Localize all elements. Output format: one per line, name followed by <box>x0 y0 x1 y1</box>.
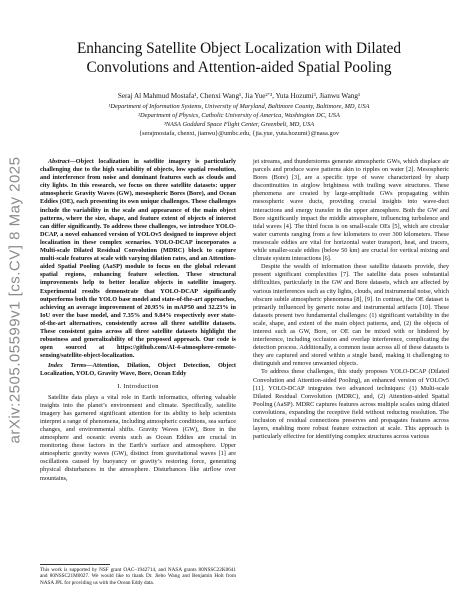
arxiv-side-stamp <box>4 150 26 450</box>
intro-paragraph-3: Despite the wealth of information these satellite datasets provide, they present significant complexities [7]. The satellite data poses substantial difficulties, particularly in the GW and Bore datasets, which are affected by various interferences such as city lights, clouds, and instrumental noise, which obscure subtle atmospheric phenomena [8], [9]. In contrast, the OE dataset is primarily influenced by generic noise and instrumental artifacts [10]. These datasets present two fundamental challenges: (1) significant variability in the scale, shape, and extent of the main object patterns, and, (2) the objects of interest such as GW, Bore, or OE can be mixed with or hindered by interference, including occlusion and overlap interference, complicating the detection process. Additionally, a common issue across all of these datasets is they are captured and stored within a single band, making it challenging to distinguish and remove unwanted objects. <box>253 263 449 368</box>
affiliation-2: ²Department of Physics, Catholic University of America, Washington DC, USA <box>138 112 340 119</box>
intro-paragraph-2: jet streams, and thunderstorms generate atmospheric GWs, which displace air parcels and produce wave patterns akin to ripples on water [2]. Mesospheric Bores (Bore) [3], are a specific type of wave characterized by sharp discontinuities in airglow brightness with trailing wave structures. These phenomena are created by large-amplitude GWs propagating within mesospheric wave ducts, providing crucial insights into wave-duct interactions and energy transfer in the upper atmosphere. Both the GW and Bore significantly impact the middle atmosphere, influencing turbulence and tidal waves [4]. The third focus is on small-scale OEs [5], which are circular water currents ranging from a few kilometers to over 300 kilometers. These mesoscale eddies are vital for horizontal water transport, heat, and tracers, while smaller-scale eddies (below 50 km) are crucial for vertical mixing and climate system interactions [6]. <box>253 158 449 263</box>
index-terms-label: Index Terms <box>48 362 87 370</box>
funding-footnote: This work is supported by NSF grant OAC–1942714, and NASA grants 80NSSC22K0641 and 80NSSC21M0027. We would like to thank Dr. Jiebo Wang and Benjamin Holt from NASA JPL for providing us with the Ocean Eddy data. <box>40 567 236 586</box>
section-heading-introduction: I. Introduction <box>117 382 159 390</box>
footnote-divider <box>40 564 110 565</box>
left-column <box>40 158 236 483</box>
arxiv-identifier: arXiv:2505.05599v1 [cs.CV] 8 May 2025 <box>6 156 24 444</box>
author-emails: {serajmostafa, chenxi, jianwu}@umbc.edu, {jia.yue, yuta.hozumi}@nasa.gov <box>138 130 340 137</box>
intro-paragraph-4: To address these challenges, this study proposes YOLO-DCAP (Dilated Convolution and Attention-aided Pooling), an enhanced version of YOLOv5 [11]. YOLO-DCAP integrates two advanced techniques: (1) Multi-scale Dilated Residual Convolution (MDRC), and, (2) Attention-aided Spatial Pooling (AaSP). MDRC captures features across multiple scales using dilated convolutions, expanding the receptive field without reducing resolution. The inclusion of residual connections preserves and propagates features across layers, enabling more robust feature extraction at scale. This approach is particularly effective for identifying complex structures across various <box>253 368 449 441</box>
affiliation-3: ³NASA Goddard Space Flight Center, Greenbelt, MD, USA <box>163 121 315 128</box>
index-terms-text: —Attention, Dilation, Object Detection, Object Localization, YOLO, Gravity Wave, Bore, Ocean Eddy <box>40 362 236 378</box>
author-list: Seraj Al Mahmud Mostafa¹, Chenxi Wang¹, Jia Yue²ʼ³, Yuta Hozumi³, Jianwu Wang¹ <box>117 92 361 100</box>
abstract-label: Abstract <box>48 158 70 165</box>
abstract-text: —Object localization in satellite imagery is particularly challenging due to the high variability of objects, low spatial resolution, and interference from noise and dominant features such as clouds and city lights. In this research, we focus on three satellite datasets: upper atmospheric Gravity Waves (GW), mesospheric Bores (Bore), and Ocean Eddies (OE), each presenting its own unique challenges. These challenges include the variability in the scale and appearance of the main object patterns, where the size, shape, and feature extent of objects of interest can differ significantly. To address these challenges, we introduce YOLO-DCAP, a novel enhanced version of YOLOv5 designed to improve object localization in these complex scenarios. YOLO-DCAP incorporates a Multi-scale Dilated Residual Convolution (MDRC) block to capture multi-scale features at scale with varying dilation rates, and an Attention-aided Spatial Pooling (AaSP) module to focus on the global relevant spatial regions, enhancing feature selection. These structural improvements help to better localize objects in satellite imagery. Experimental results demonstrate that YOLO-DCAP significantly outperforms both the YOLO base model and state-of-the-art approaches, achieving an average improvement of 20.95% in mAP50 and 32.23% in IoU over the base model, and 7.35% and 9.84% respectively over state-of-the-art alternatives, consistently across all three satellite datasets. These consistent gains across all three satellite datasets highlight the robustness and generalizability of the proposed approach. Our code is open sourced at https://github.com/AI-4-atmosphere-remote-sensing/satellite-object-localization. <box>40 158 236 360</box>
abstract <box>40 158 236 360</box>
index-terms <box>40 362 236 378</box>
paper-title: Enhancing Satellite Object Localization with Dilated Convolutions and Attention-aided Spatial Pooling <box>76 40 402 76</box>
right-column <box>253 158 449 441</box>
affiliation-1: ¹Department of Information Systems, University of Maryland, Baltimore County, Baltimore, MD, USA <box>108 103 370 110</box>
intro-paragraph-1: Satellite data plays a vital role in Earth informatics, offering valuable insights into the planet’s environment and climate. Specifically, satellite imagery has garnered significant attention for its ability to help scientists interpret a range of phenomena, including atmospheric conditions, sea surface changes, and environmental shifts. Gravity Waves (GW), Bore in the atmosphere and oceanic events such as Ocean Eddies are crucial in monitoring these factors in the Earth’s surface and atmosphere. Upper atmospheric gravity waves (GW), distinct from gravitational waves [1] are oscillations caused by buoyancy or gravity’s restoring force, generating physical disturbances in the atmosphere. Disturbances like airflow over mountains, <box>40 393 236 482</box>
